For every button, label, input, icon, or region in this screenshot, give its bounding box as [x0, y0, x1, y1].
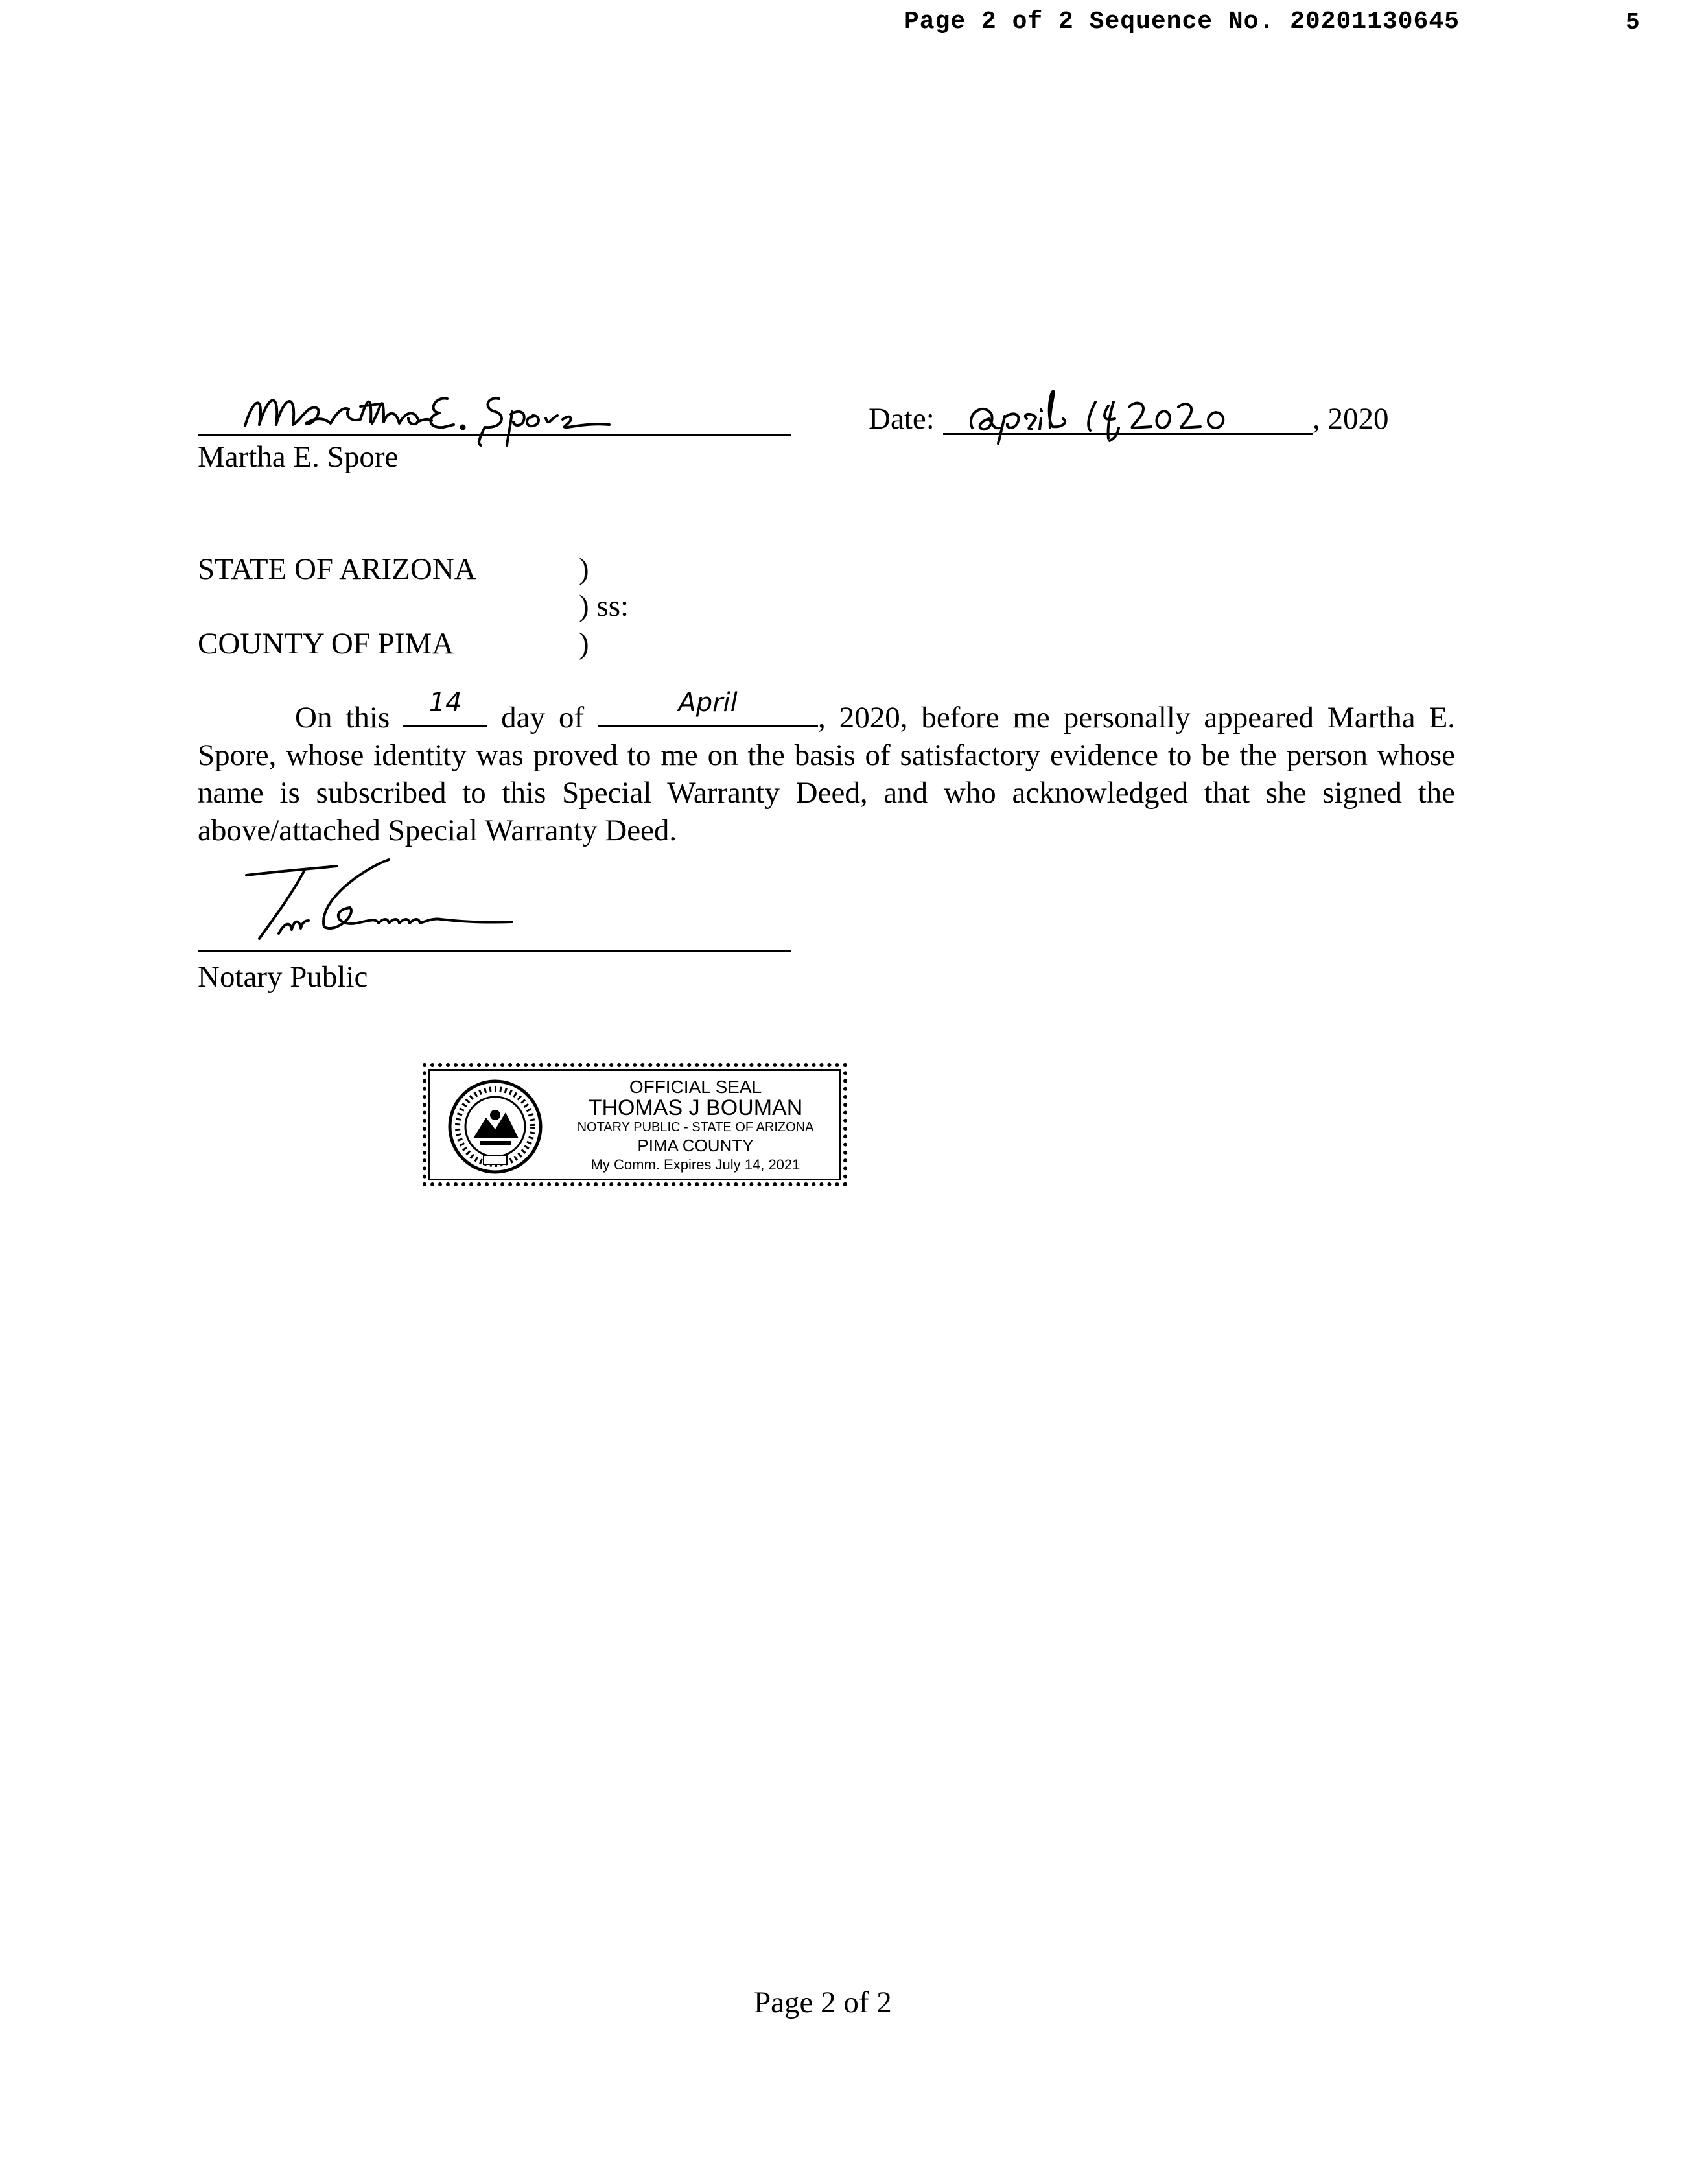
page-number-footer: Page 2 of 2: [754, 1986, 892, 2019]
ack-body: , 2020, before me personally appeared Martha E. Spore, whose identity was proved to me on the basis of satisfactory evidence to be the person whose name is subscribed to this Special Warranty Deed, and who acknowledged that she signed the above/attached Special Warranty Deed.: [198, 701, 1456, 847]
ack-on-this: On this: [295, 701, 390, 734]
acknowledgment-paragraph: [198, 688, 1456, 849]
notary-signature-line: [198, 950, 791, 952]
venue-paren-close: ): [579, 627, 589, 661]
seal-notary-name: THOMAS J BOUMAN: [588, 1096, 803, 1120]
venue-state: STATE OF ARIZONA: [198, 552, 476, 586]
day-blank: [403, 688, 487, 727]
signer-name: Martha E. Spore: [198, 440, 399, 474]
arizona-state-seal-emblem: [447, 1079, 543, 1175]
recording-sequence-header: Page 2 of 2 Sequence No. 20201130645: [904, 8, 1460, 36]
venue-ss: ) ss:: [579, 589, 629, 623]
venue-county: COUNTY OF PIMA: [198, 627, 454, 661]
ack-day-of: day of: [501, 701, 585, 734]
seal-text-block: [556, 1077, 835, 1175]
handwritten-day: 14: [428, 688, 462, 718]
edge-mark: 5: [1626, 9, 1640, 36]
date-suffix: , 2020: [1313, 402, 1389, 436]
notary-public-label: Notary Public: [198, 960, 368, 994]
handwritten-month: April: [678, 688, 738, 718]
month-blank: [598, 688, 818, 727]
seal-county: PIMA COUNTY: [637, 1136, 754, 1155]
seal-notary-state: NOTARY PUBLIC - STATE OF ARIZONA: [577, 1120, 814, 1134]
date-label: Date:: [869, 402, 935, 436]
venue-paren-open: ): [579, 552, 589, 586]
notary-seal-stamp: [423, 1063, 847, 1186]
handwritten-date: [959, 376, 1309, 447]
seal-commission-expiry: My Comm. Expires July 14, 2021: [590, 1157, 800, 1173]
signer-signature-line: [198, 434, 791, 436]
notary-signature: [240, 856, 577, 946]
date-line: [943, 433, 1313, 435]
signer-signature: [233, 373, 648, 451]
seal-title: OFFICIAL SEAL: [629, 1077, 762, 1097]
